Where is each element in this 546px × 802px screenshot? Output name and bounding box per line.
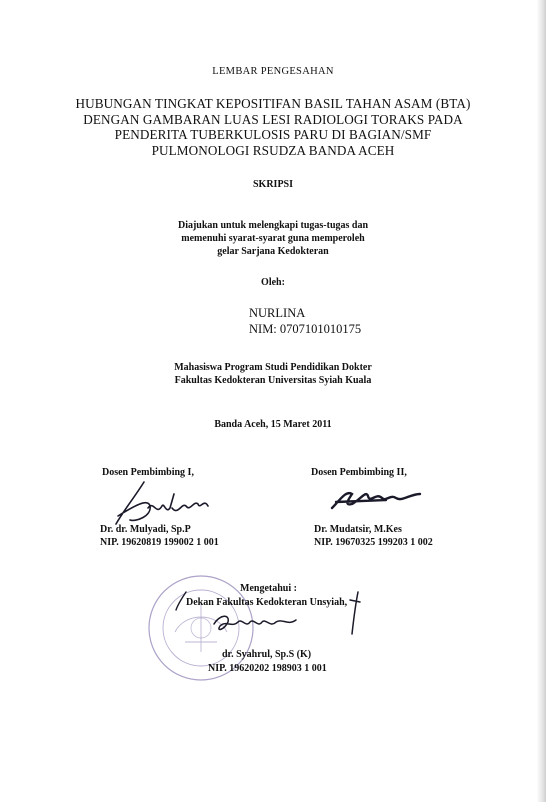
title-line-3: PENDERITA TUBERKULOSIS PARU DI BAGIAN/SMF — [114, 127, 432, 142]
dean-title: Dekan Fakultas Kedokteran Unsyiah, — [186, 597, 348, 608]
supervisor-2-role: Dosen Pembimbing II, — [311, 467, 407, 478]
supervisor-1-nip: NIP. 19620819 199002 1 001 — [100, 537, 219, 548]
place-date: Banda Aceh, 15 Maret 2011 — [214, 419, 332, 430]
known-label: Mengetahui : — [240, 583, 297, 594]
tick-mark — [172, 590, 192, 612]
purpose-line-1: Diajukan untuk melengkapi tugas-tugas dan — [177, 220, 369, 231]
dean-signature — [210, 610, 300, 642]
supervisor-1-name: Dr. dr. Mulyadi, Sp.P — [100, 524, 191, 535]
student-name: NURLINA — [249, 306, 306, 320]
program-line-2: Fakultas Kedokteran Universitas Syiah Kuala — [174, 375, 372, 386]
program-info — [0, 361, 546, 387]
title-line-2: DENGAN GAMBARAN LUAS LESI RADIOLOGI TORAKS PADA — [83, 111, 463, 127]
document-type: SKRIPSI — [252, 179, 293, 190]
purpose-line-3: gelar Sarjana Kedokteran — [217, 246, 329, 257]
purpose-statement — [0, 219, 546, 258]
purpose-line-2: memenuhi syarat-syarat guna memperoleh — [181, 233, 365, 244]
supervisor-2-signature — [326, 484, 426, 514]
supervisor-2-name: Dr. Mudatsir, M.Kes — [314, 524, 402, 535]
supervisor-1-role: Dosen Pembimbing I, — [102, 467, 194, 478]
student-nim: NIM: 0707101010175 — [249, 322, 362, 336]
approval-mark — [344, 590, 364, 638]
supervisor-2-nip: NIP. 19670325 199203 1 002 — [314, 537, 433, 548]
title-line-4: PULMONOLOGI RSUDZA BANDA ACEH — [151, 142, 395, 158]
by-label: Oleh: — [261, 277, 285, 288]
title-line-1: HUBUNGAN TINGKAT KEPOSITIFAN BASIL TAHAN ASAM (BTA) — [75, 96, 471, 111]
dean-nip: NIP. 19620202 198903 1 001 — [208, 663, 327, 674]
thesis-title — [0, 96, 546, 158]
program-line-1: Mahasiswa Program Studi Pendidikan Dokter — [174, 362, 372, 373]
dean-name: dr. Syahrul, Sp.S (K) — [222, 649, 312, 660]
sheet-title: LEMBAR PENGESAHAN — [212, 66, 334, 77]
